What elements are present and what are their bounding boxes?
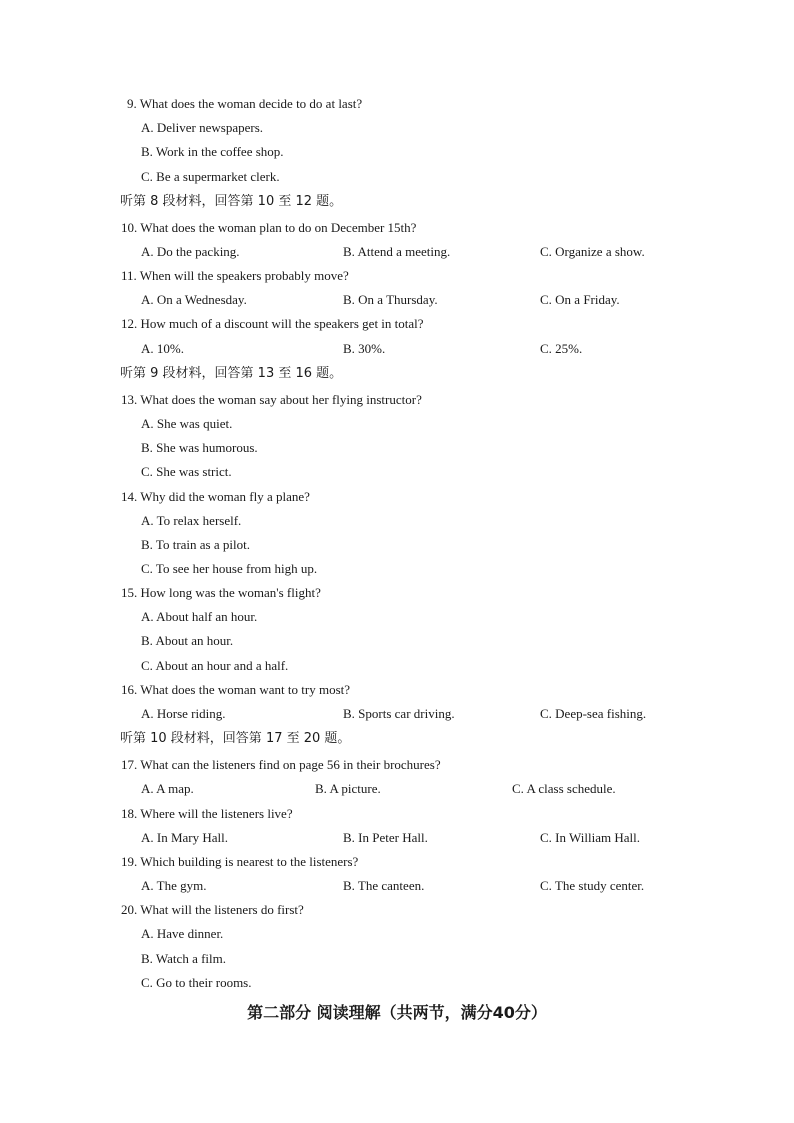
question-13: 13. What does the woman say about her flying instructor?	[121, 392, 422, 407]
q14-option-a: A. To relax herself.	[141, 513, 242, 528]
q18-option-c: C. In William Hall.	[540, 830, 640, 845]
question-14: 14. Why did the woman fly a plane?	[121, 489, 310, 504]
q10-option-b: B. Attend a meeting.	[343, 244, 451, 259]
q11-option-b: B. On a Thursday.	[343, 292, 438, 307]
q17-option-c: C. A class schedule.	[512, 781, 616, 796]
q14-option-b: B. To train as a pilot.	[141, 537, 250, 552]
question-11: 11. When will the speakers probably move?	[121, 268, 349, 283]
q9-option-b: B. Work in the coffee shop.	[141, 144, 284, 159]
question-19: 19. Which building is nearest to the listeners?	[121, 854, 359, 869]
q10-option-a: A. Do the packing.	[141, 244, 240, 259]
q15-option-b: B. About an hour.	[141, 633, 234, 648]
section-header-8: 听第 8 段材料，回答第 10 至 12 题。	[120, 194, 343, 209]
q20-option-b: B. Watch a film.	[141, 951, 227, 966]
q20-option-c: C. Go to their rooms.	[141, 975, 252, 990]
q19-option-a: A. The gym.	[141, 878, 207, 893]
q18-option-a: A. In Mary Hall.	[141, 830, 229, 845]
question-16: 16. What does the woman want to try most?	[121, 682, 351, 697]
q16-option-c: C. Deep-sea fishing.	[540, 706, 647, 721]
q19-option-b: B. The canteen.	[343, 878, 425, 893]
q18-option-b: B. In Peter Hall.	[343, 830, 428, 845]
question-15: 15. How long was the woman's flight?	[121, 585, 321, 600]
q11-option-c: C. On a Friday.	[540, 292, 620, 307]
q12-option-c: C. 25%.	[540, 341, 583, 356]
q10-option-c: C. Organize a show.	[540, 244, 645, 259]
q12-option-b: B. 30%.	[343, 341, 386, 356]
question-9: 9. What does the woman decide to do at last?	[127, 96, 363, 111]
q16-option-b: B. Sports car driving.	[343, 706, 455, 721]
q13-option-b: B. She was humorous.	[141, 440, 258, 455]
q11-option-a: A. On a Wednesday.	[141, 292, 247, 307]
q13-option-a: A. She was quiet.	[141, 416, 233, 431]
question-18: 18. Where will the listeners live?	[121, 806, 293, 821]
q14-option-c: C. To see her house from high up.	[141, 561, 318, 576]
q15-option-a: A. About half an hour.	[141, 609, 258, 624]
q17-option-b: B. A picture.	[315, 781, 381, 796]
q20-option-a: A. Have dinner.	[141, 926, 224, 941]
question-10: 10. What does the woman plan to do on December 15th?	[121, 220, 417, 235]
section-header-9: 听第 9 段材料，回答第 13 至 16 题。	[120, 366, 343, 381]
q17-option-a: A. A map.	[141, 781, 194, 796]
section-header-10: 听第 10 段材料，回答第 17 至 20 题。	[120, 731, 351, 746]
q13-option-c: C. She was strict.	[141, 464, 232, 479]
q12-option-a: A. 10%.	[141, 341, 184, 356]
q16-option-a: A. Horse riding.	[141, 706, 226, 721]
question-20: 20. What will the listeners do first?	[121, 902, 304, 917]
q9-option-a: A. Deliver newspapers.	[141, 120, 264, 135]
q9-option-c: C. Be a supermarket clerk.	[141, 169, 280, 184]
q15-option-c: C. About an hour and a half.	[141, 658, 289, 673]
question-17: 17. What can the listeners find on page 56 in their brochures?	[121, 757, 441, 772]
q19-option-c: C. The study center.	[540, 878, 645, 893]
question-12: 12. How much of a discount will the speakers get in total?	[121, 316, 424, 331]
part-two-title: 第二部分 阅读理解（共两节，满分40分）	[247, 1003, 547, 1022]
